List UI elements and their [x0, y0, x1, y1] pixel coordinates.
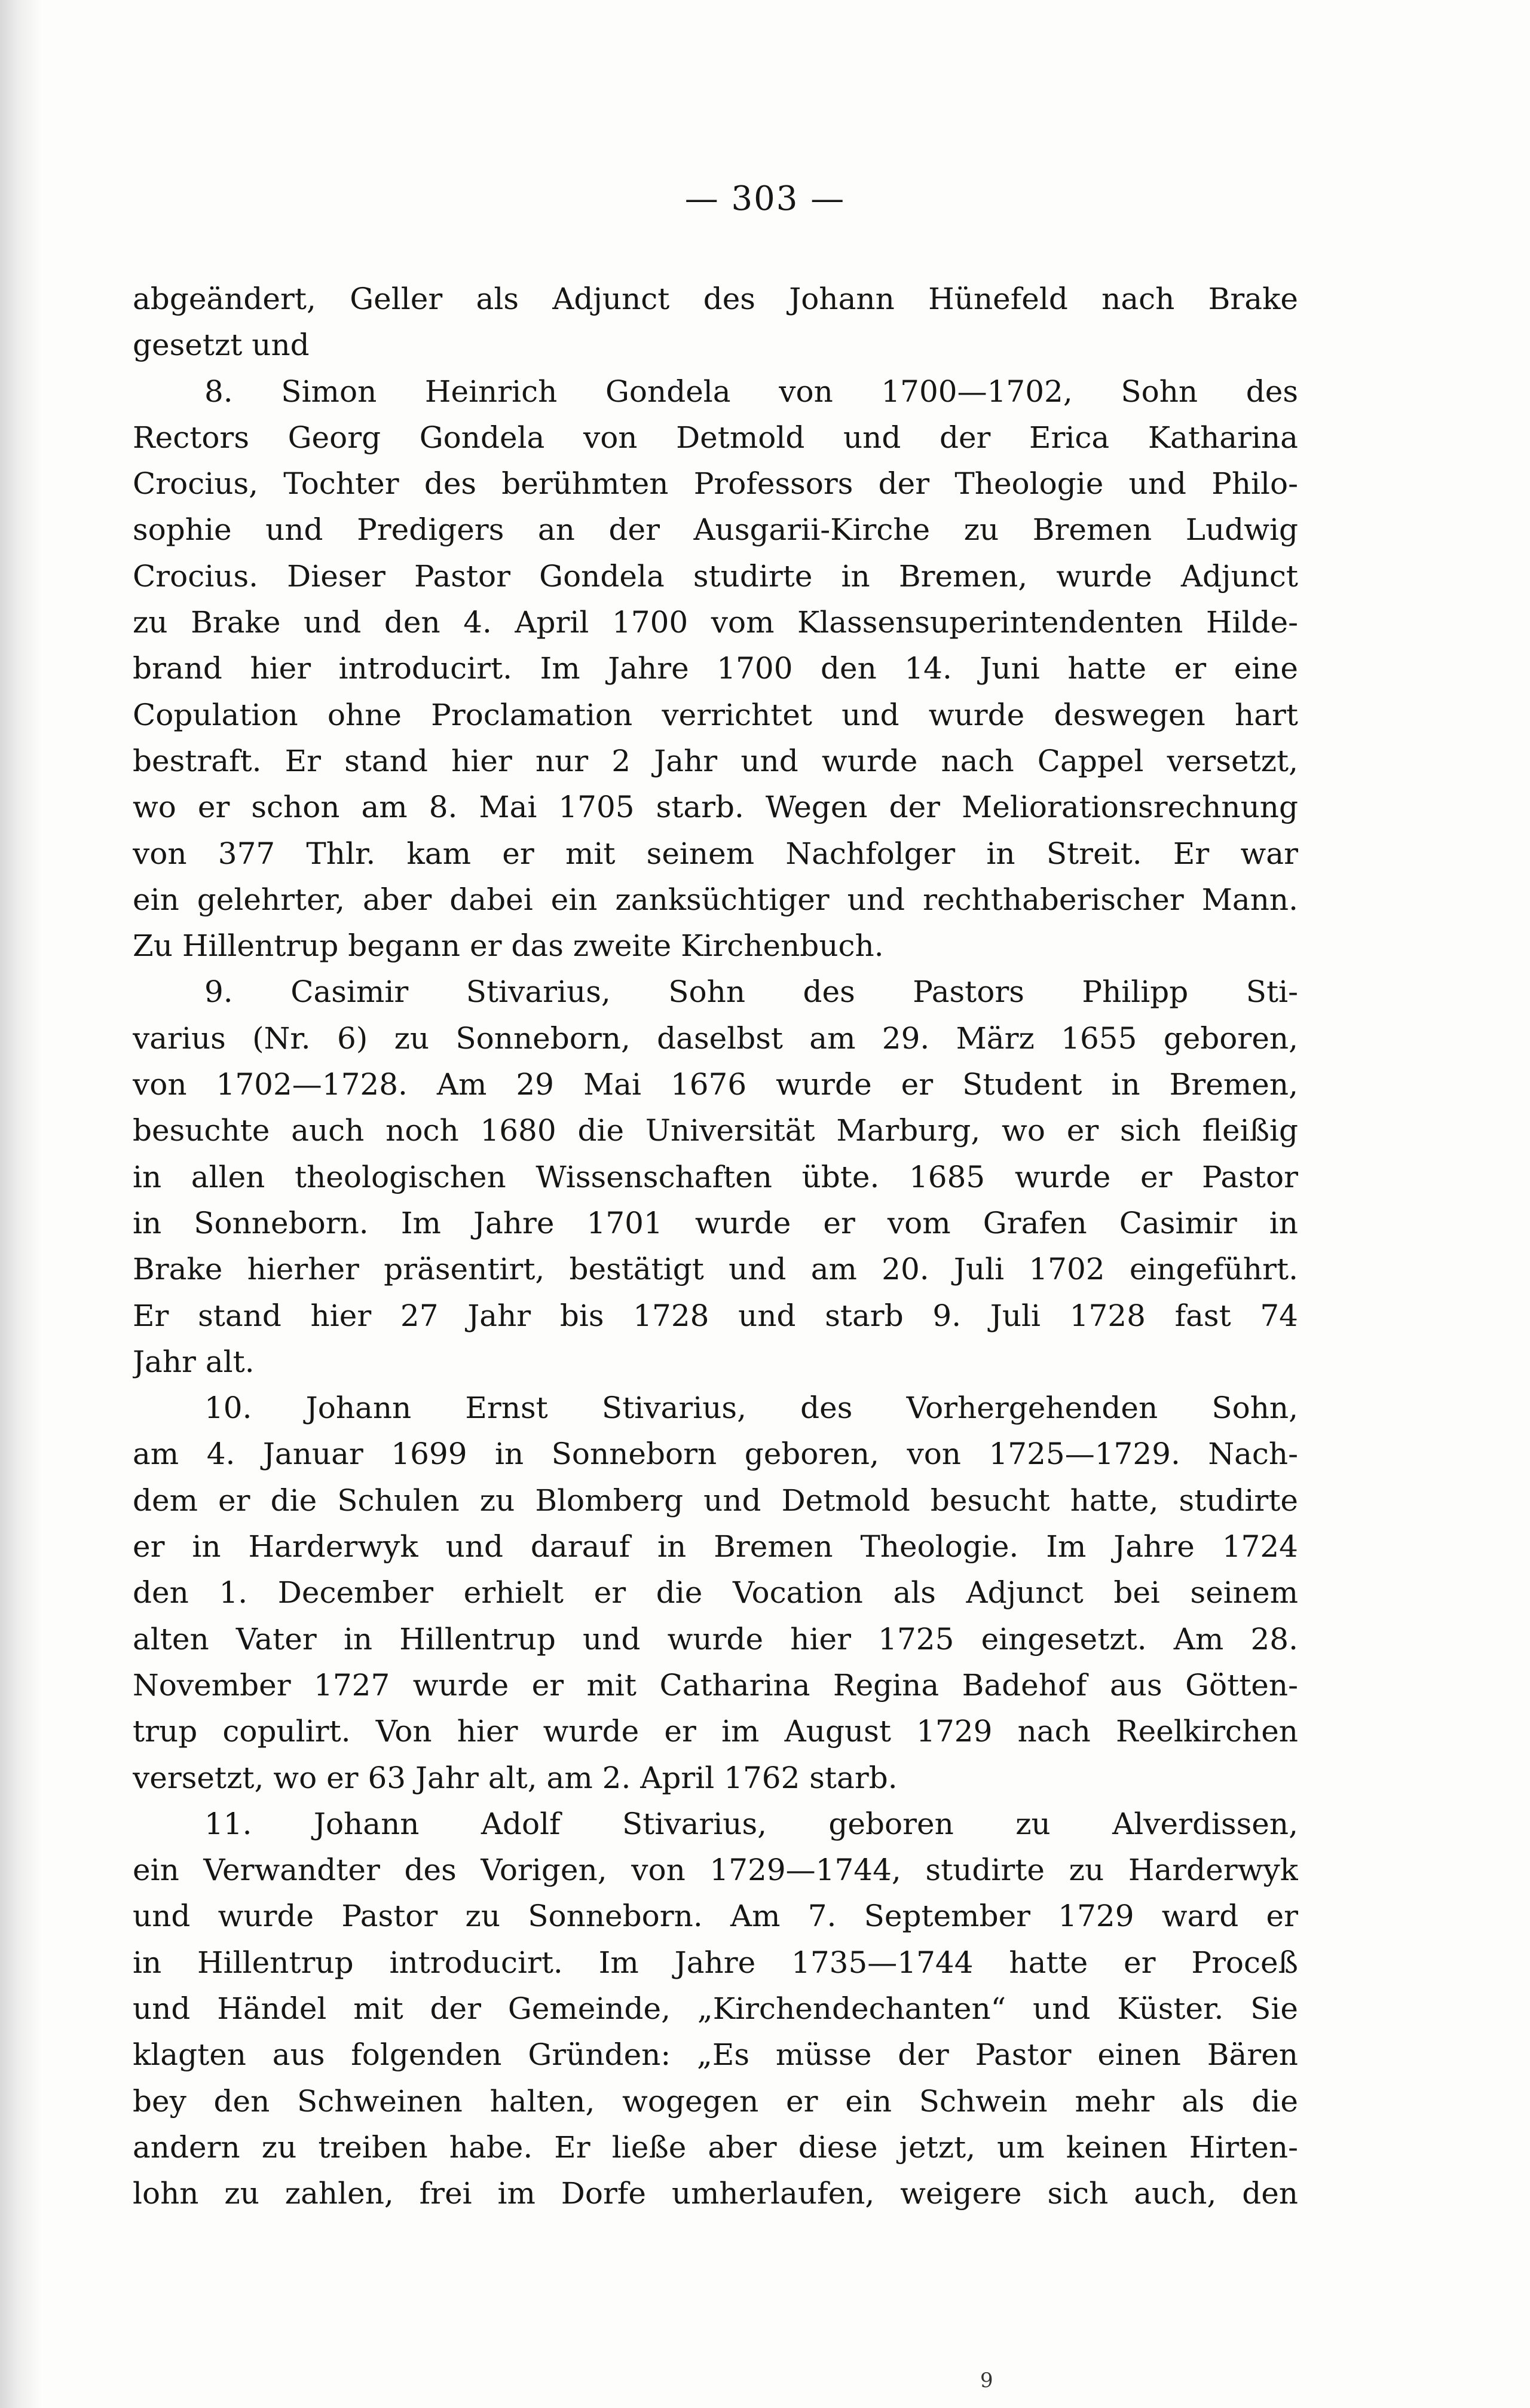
text-line-entry-9: 9. Casimir Stivarius, Sohn des Pastors Philipp Sti- — [204, 974, 1298, 1010]
body-text — [133, 276, 1298, 2217]
text-line: am 4. Januar 1699 in Sonneborn geboren, von 1725—1729. Nach- — [133, 1437, 1298, 1472]
text-line: abgeändert, Geller als Adjunct des Johann Hünefeld nach Brake — [133, 282, 1298, 316]
text-line: von 377 Thlr. kam er mit seinem Nachfolger in Streit. Er war — [133, 836, 1298, 871]
text-line-entry-8: 8. Simon Heinrich Gondela von 1700—1702, Sohn des — [204, 374, 1298, 409]
page-left-edge-shadow — [0, 0, 42, 2408]
text-line: brand hier introducirt. Im Jahre 1700 den 14. Juni hatte er eine — [133, 651, 1298, 686]
text-line: Zu Hillentrup begann er das zweite Kirchenbuch. — [133, 928, 884, 964]
text-line: Er stand hier 27 Jahr bis 1728 und starb 9. Juli 1728 fast 74 — [133, 1298, 1298, 1333]
text-line: Crocius. Dieser Pastor Gondela studirte in Bremen, wurde Adjunct — [133, 558, 1298, 594]
text-line: den 1. December erhielt er die Vocation als Adjunct bei seinem — [133, 1575, 1298, 1611]
text-line: bestraft. Er stand hier nur 2 Jahr und wurde nach Cappel versetzt, — [133, 743, 1298, 778]
text-line: und wurde Pastor zu Sonneborn. Am 7. September 1729 ward er — [133, 1899, 1298, 1934]
text-line: in Sonneborn. Im Jahre 1701 wurde er vom Grafen Casimir in — [133, 1205, 1298, 1240]
text-line: dem er die Schulen zu Blomberg und Detmold besucht hatte, studirte — [133, 1483, 1298, 1518]
text-line: ein gelehrter, aber dabei ein zanksüchtiger und rechthaberischer Mann. — [133, 882, 1298, 917]
text-line-entry-10: 10. Johann Ernst Stivarius, des Vorhergehenden Sohn, — [204, 1391, 1298, 1426]
page-number-header: — 303 — — [684, 179, 846, 218]
text-line: gesetzt und — [133, 328, 310, 363]
text-line: wo er schon am 8. Mai 1705 starb. Wegen der Meliorationsrechnung — [133, 790, 1298, 825]
text-line: in allen theologischen Wissenschaften übte. 1685 wurde er Pastor — [133, 1159, 1298, 1194]
text-line: versetzt, wo er 63 Jahr alt, am 2. April 1762 starb. — [133, 1760, 898, 1795]
text-line: er in Harderwyk und darauf in Bremen Theologie. Im Jahre 1724 — [133, 1529, 1298, 1564]
text-line: von 1702—1728. Am 29 Mai 1676 wurde er Student in Bremen, — [133, 1067, 1298, 1102]
text-line: Copulation ohne Proclamation verrichtet und wurde deswegen hart — [133, 697, 1298, 732]
text-line: trup copulirt. Von hier wurde er im August 1729 nach Reelkirchen — [133, 1714, 1298, 1749]
text-line: andern zu treiben habe. Er ließe aber diese jetzt, um keinen Hirten- — [133, 2129, 1298, 2165]
text-line: Crocius, Tochter des berühmten Professors der Theologie und Philo- — [133, 466, 1298, 502]
text-line: bey den Schweinen halten, wogegen er ein Schwein mehr als die — [133, 2083, 1298, 2119]
text-line: sophie und Predigers an der Ausgarii-Kirche zu Bremen Ludwig — [133, 512, 1298, 548]
page-bottom-mark: 9 — [980, 2369, 993, 2392]
text-line: und Händel mit der Gemeinde, „Kirchendechanten“ und Küster. Sie — [133, 1991, 1298, 2026]
text-line: varius (Nr. 6) zu Sonneborn, daselbst am 29. März 1655 geboren, — [133, 1020, 1298, 1056]
text-line: klagten aus folgenden Gründen: „Es müsse der Pastor einen Bären — [133, 2037, 1298, 2073]
text-line: in Hillentrup introducirt. Im Jahre 1735—1744 hatte er Proceß — [133, 1945, 1298, 1980]
text-line: alten Vater in Hillentrup und wurde hier 1725 eingesetzt. Am 28. — [133, 1621, 1298, 1657]
text-line: besuchte auch noch 1680 die Universität Marburg, wo er sich fleißig — [133, 1113, 1298, 1148]
text-line: Jahr alt. — [133, 1344, 255, 1379]
text-line: lohn zu zahlen, frei im Dorfe umherlaufen, weigere sich auch, den — [133, 2176, 1298, 2211]
text-line: ein Verwandter des Vorigen, von 1729—1744, studirte zu Harderwyk — [133, 1853, 1298, 1888]
text-line: Rectors Georg Gondela von Detmold und der Erica Katharina — [133, 420, 1298, 455]
text-line: zu Brake und den 4. April 1700 vom Klassensuperintendenten Hilde- — [133, 605, 1298, 640]
text-line-entry-11: 11. Johann Adolf Stivarius, geboren zu Alverdissen, — [204, 1806, 1298, 1841]
text-line: Brake hierher präsentirt, bestätigt und am 20. Juli 1702 eingeführt. — [133, 1252, 1298, 1287]
text-line: November 1727 wurde er mit Catharina Regina Badehof aus Götten- — [133, 1667, 1298, 1703]
